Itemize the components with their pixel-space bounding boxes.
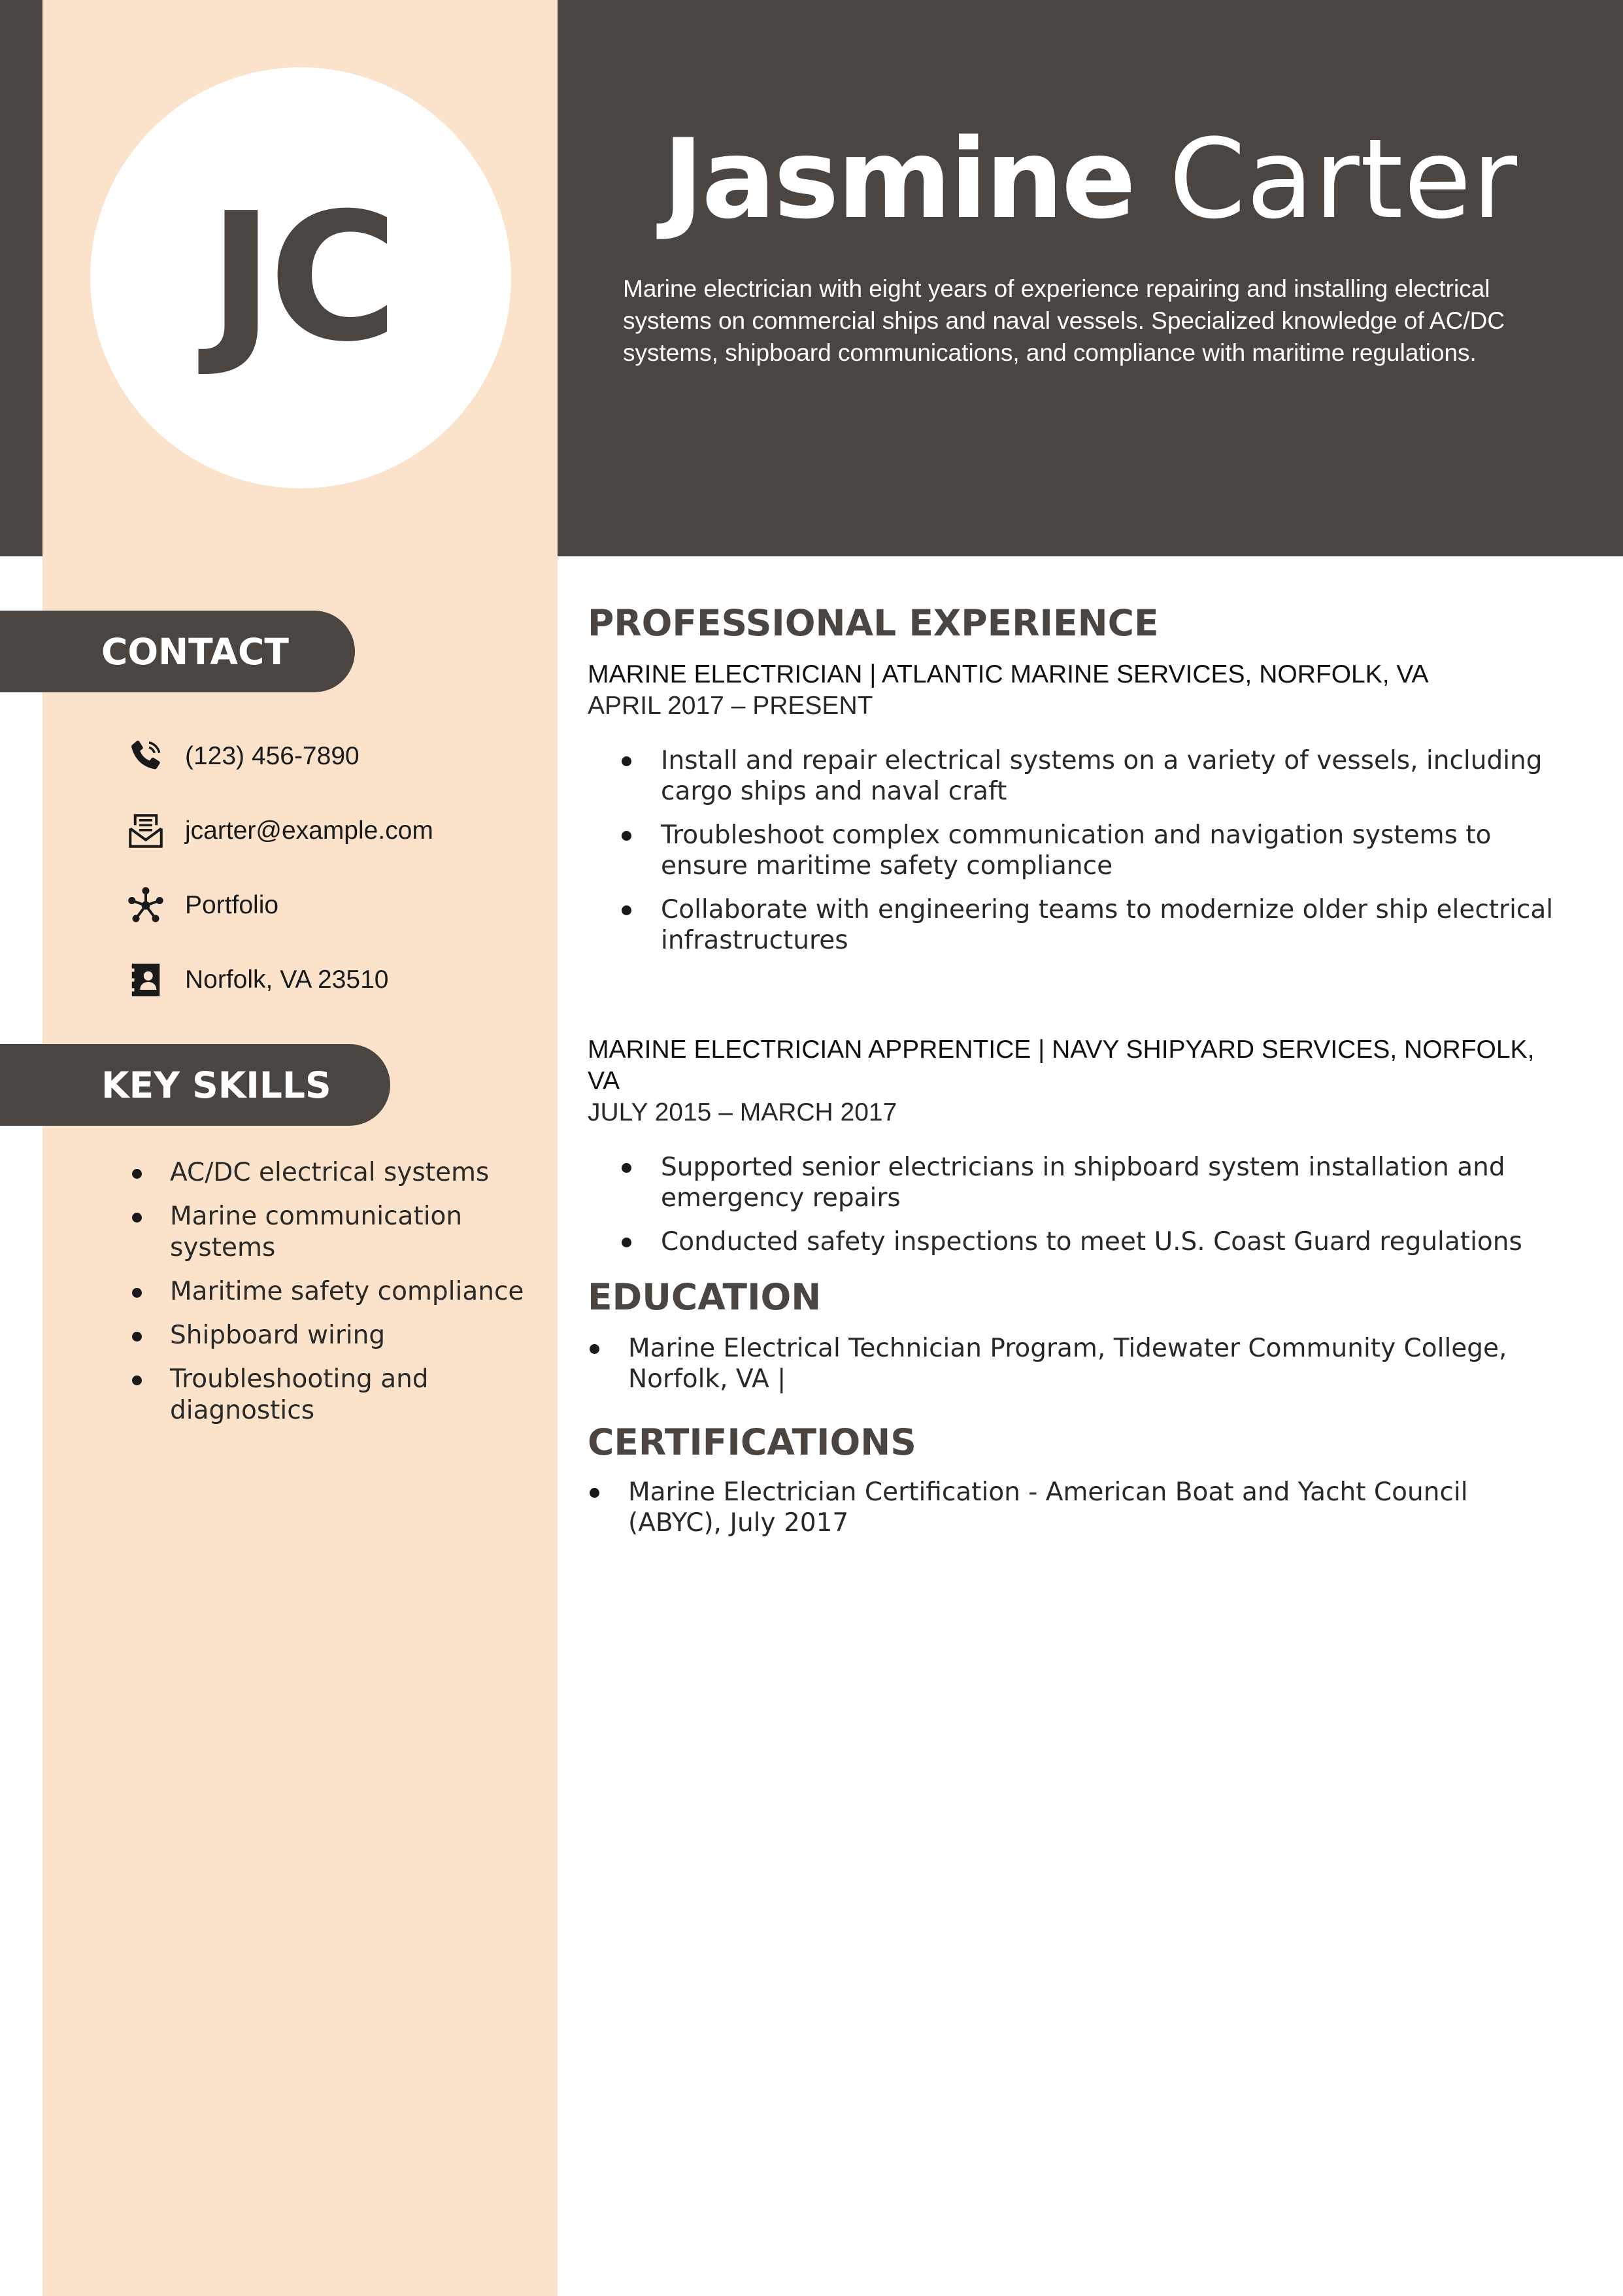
job-entry [588, 1034, 1568, 1257]
job-bullets [588, 1152, 1568, 1257]
education-item: Marine Electrical Technician Program, Tidewater Community College, Norfolk, VA | [588, 1333, 1568, 1394]
phone-number[interactable]: (123) 456-7890 [185, 742, 360, 770]
job-dates: APRIL 2017 – PRESENT [588, 692, 873, 720]
monogram: JC [208, 175, 393, 380]
skill-item: AC/DC electrical systems [124, 1157, 543, 1189]
education-heading: EDUCATION [588, 1276, 822, 1318]
candidate-name [558, 115, 1623, 243]
job-bullet: Supported senior electricians in shipboard system installation and emergency repairs [588, 1152, 1568, 1213]
skill-item: Maritime safety compliance [124, 1276, 543, 1308]
job-bullet: Install and repair electrical systems on a variety of vessels, including cargo ships and naval craft [588, 745, 1568, 807]
address: Norfolk, VA 23510 [185, 966, 389, 994]
job-bullets [588, 745, 1568, 956]
portfolio-link[interactable]: Portfolio [185, 891, 279, 919]
contact-email [124, 794, 543, 868]
job-title: MARINE ELECTRICIAN APPRENTICE | NAVY SHIPYARD SERVICES, NORFOLK, VA [588, 1036, 1535, 1095]
contact-portfolio [124, 868, 543, 943]
job-entry [588, 659, 1568, 956]
left-edge-strip [0, 0, 42, 556]
main-content [588, 601, 1568, 1550]
contact-list [124, 719, 543, 1017]
email-icon [124, 809, 167, 853]
certification-item: Marine Electrician Certification - American Boat and Yacht Council (ABYC), July 2017 [588, 1477, 1568, 1538]
skills-heading-label: KEY SKILLS [101, 1064, 331, 1106]
skill-item: Marine communication systems [124, 1201, 543, 1264]
monogram-circle [90, 67, 511, 488]
address-icon [124, 958, 167, 1002]
job-bullet: Conducted safety inspections to meet U.S. Coast Guard regulations [588, 1226, 1568, 1257]
contact-heading [0, 611, 355, 692]
phone-icon [124, 735, 167, 778]
job-bullet: Troubleshoot complex communication and navigation systems to ensure maritime safety compliance [588, 820, 1568, 881]
job-bullet: Collaborate with engineering teams to modernize older ship electrical infrastructures [588, 894, 1568, 956]
skills-heading [0, 1044, 390, 1126]
education-list [588, 1333, 1568, 1394]
skill-item: Troubleshooting and diagnostics [124, 1364, 543, 1427]
job-title: MARINE ELECTRICIAN | ATLANTIC MARINE SERVICES, NORFOLK, VA [588, 660, 1429, 688]
contact-phone [124, 719, 543, 794]
first-name: Jasmine [662, 115, 1135, 243]
portfolio-icon [124, 884, 167, 927]
certifications-heading: CERTIFICATIONS [588, 1421, 916, 1463]
email-address[interactable]: jcarter@example.com [185, 817, 433, 845]
job-dates: JULY 2015 – MARCH 2017 [588, 1098, 897, 1126]
contact-address [124, 943, 543, 1017]
experience-heading: PROFESSIONAL EXPERIENCE [588, 602, 1159, 644]
certifications-list [588, 1477, 1568, 1538]
last-name: Carter [1169, 115, 1518, 243]
skills-list [124, 1157, 543, 1439]
professional-summary: Marine electrician with eight years of experience repairing and installing electrical systems on commercial ships and naval vessels. Specialized knowledge of AC/DC systems, shipboard communications, and compliance with maritime regulations. [623, 275, 1505, 366]
contact-heading-label: CONTACT [101, 630, 289, 673]
skill-item: Shipboard wiring [124, 1320, 543, 1351]
